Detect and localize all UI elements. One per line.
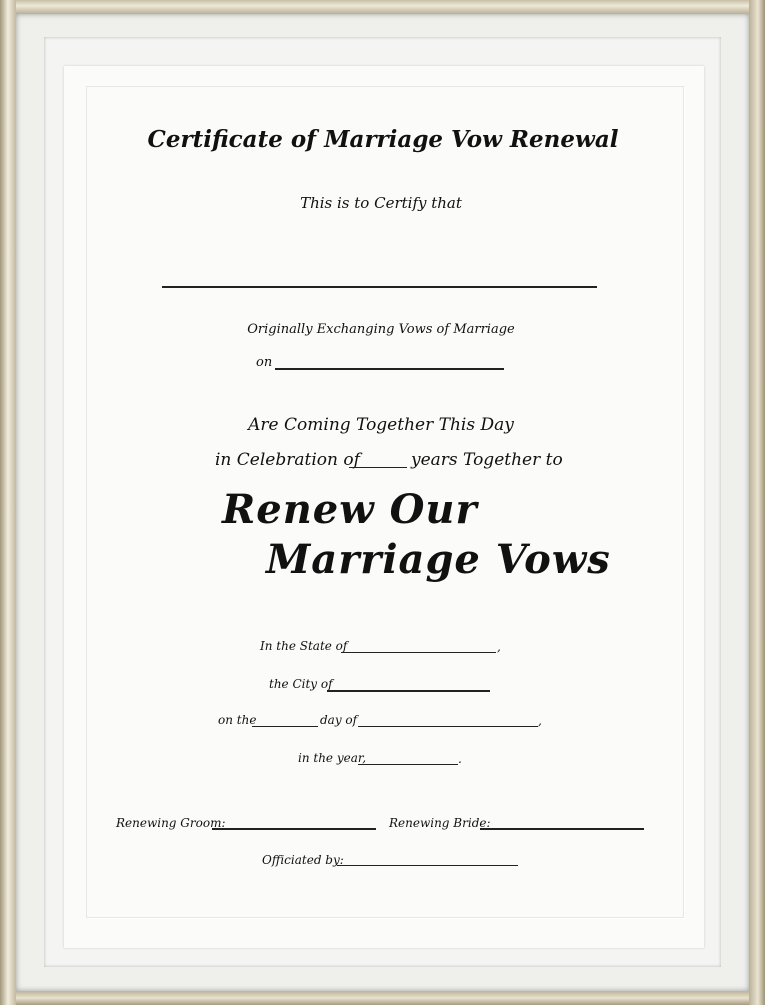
originally-text: Originally Exchanging Vows of Marriage bbox=[247, 322, 515, 337]
bride-label: Renewing Bride: bbox=[389, 816, 491, 830]
city-line[interactable] bbox=[327, 690, 490, 692]
frame-bottom-edge bbox=[0, 991, 765, 1005]
celebration-prefix: in Celebration of bbox=[215, 450, 360, 470]
groom-signature-line[interactable] bbox=[212, 828, 376, 830]
bride-signature-line[interactable] bbox=[480, 828, 644, 830]
year-period: . bbox=[458, 752, 462, 766]
frame-left-edge bbox=[0, 0, 16, 1005]
headline-renew-our: Renew Our bbox=[222, 486, 478, 533]
day-comma: , bbox=[538, 714, 542, 728]
groom-label: Renewing Groom: bbox=[116, 816, 226, 830]
celebration-suffix: years Together to bbox=[411, 450, 563, 470]
years-line[interactable] bbox=[349, 467, 407, 468]
on-the-label: on the bbox=[218, 713, 257, 727]
officiated-label: Officiated by: bbox=[262, 853, 344, 867]
certificate-title: Certificate of Marriage Vow Renewal bbox=[147, 126, 619, 153]
state-line[interactable] bbox=[341, 652, 496, 653]
original-date-line[interactable] bbox=[275, 368, 504, 370]
certify-text: This is to Certify that bbox=[300, 194, 462, 212]
state-comma: , bbox=[497, 640, 501, 654]
couple-name-line[interactable] bbox=[162, 286, 597, 288]
city-label: the City of bbox=[269, 677, 333, 691]
state-label: In the State of bbox=[260, 639, 348, 653]
month-line[interactable] bbox=[358, 726, 538, 727]
on-label: on bbox=[256, 355, 273, 370]
year-line[interactable] bbox=[358, 764, 458, 765]
officiant-signature-line[interactable] bbox=[337, 865, 518, 866]
coming-together-text: Are Coming Together This Day bbox=[248, 415, 514, 435]
headline-marriage-vows: Marriage Vows bbox=[266, 536, 611, 583]
day-of-label: day of bbox=[320, 713, 358, 727]
frame-top-edge bbox=[0, 0, 765, 14]
year-label: in the year, bbox=[298, 751, 367, 765]
day-line[interactable] bbox=[252, 726, 318, 727]
frame-right-edge bbox=[749, 0, 765, 1005]
